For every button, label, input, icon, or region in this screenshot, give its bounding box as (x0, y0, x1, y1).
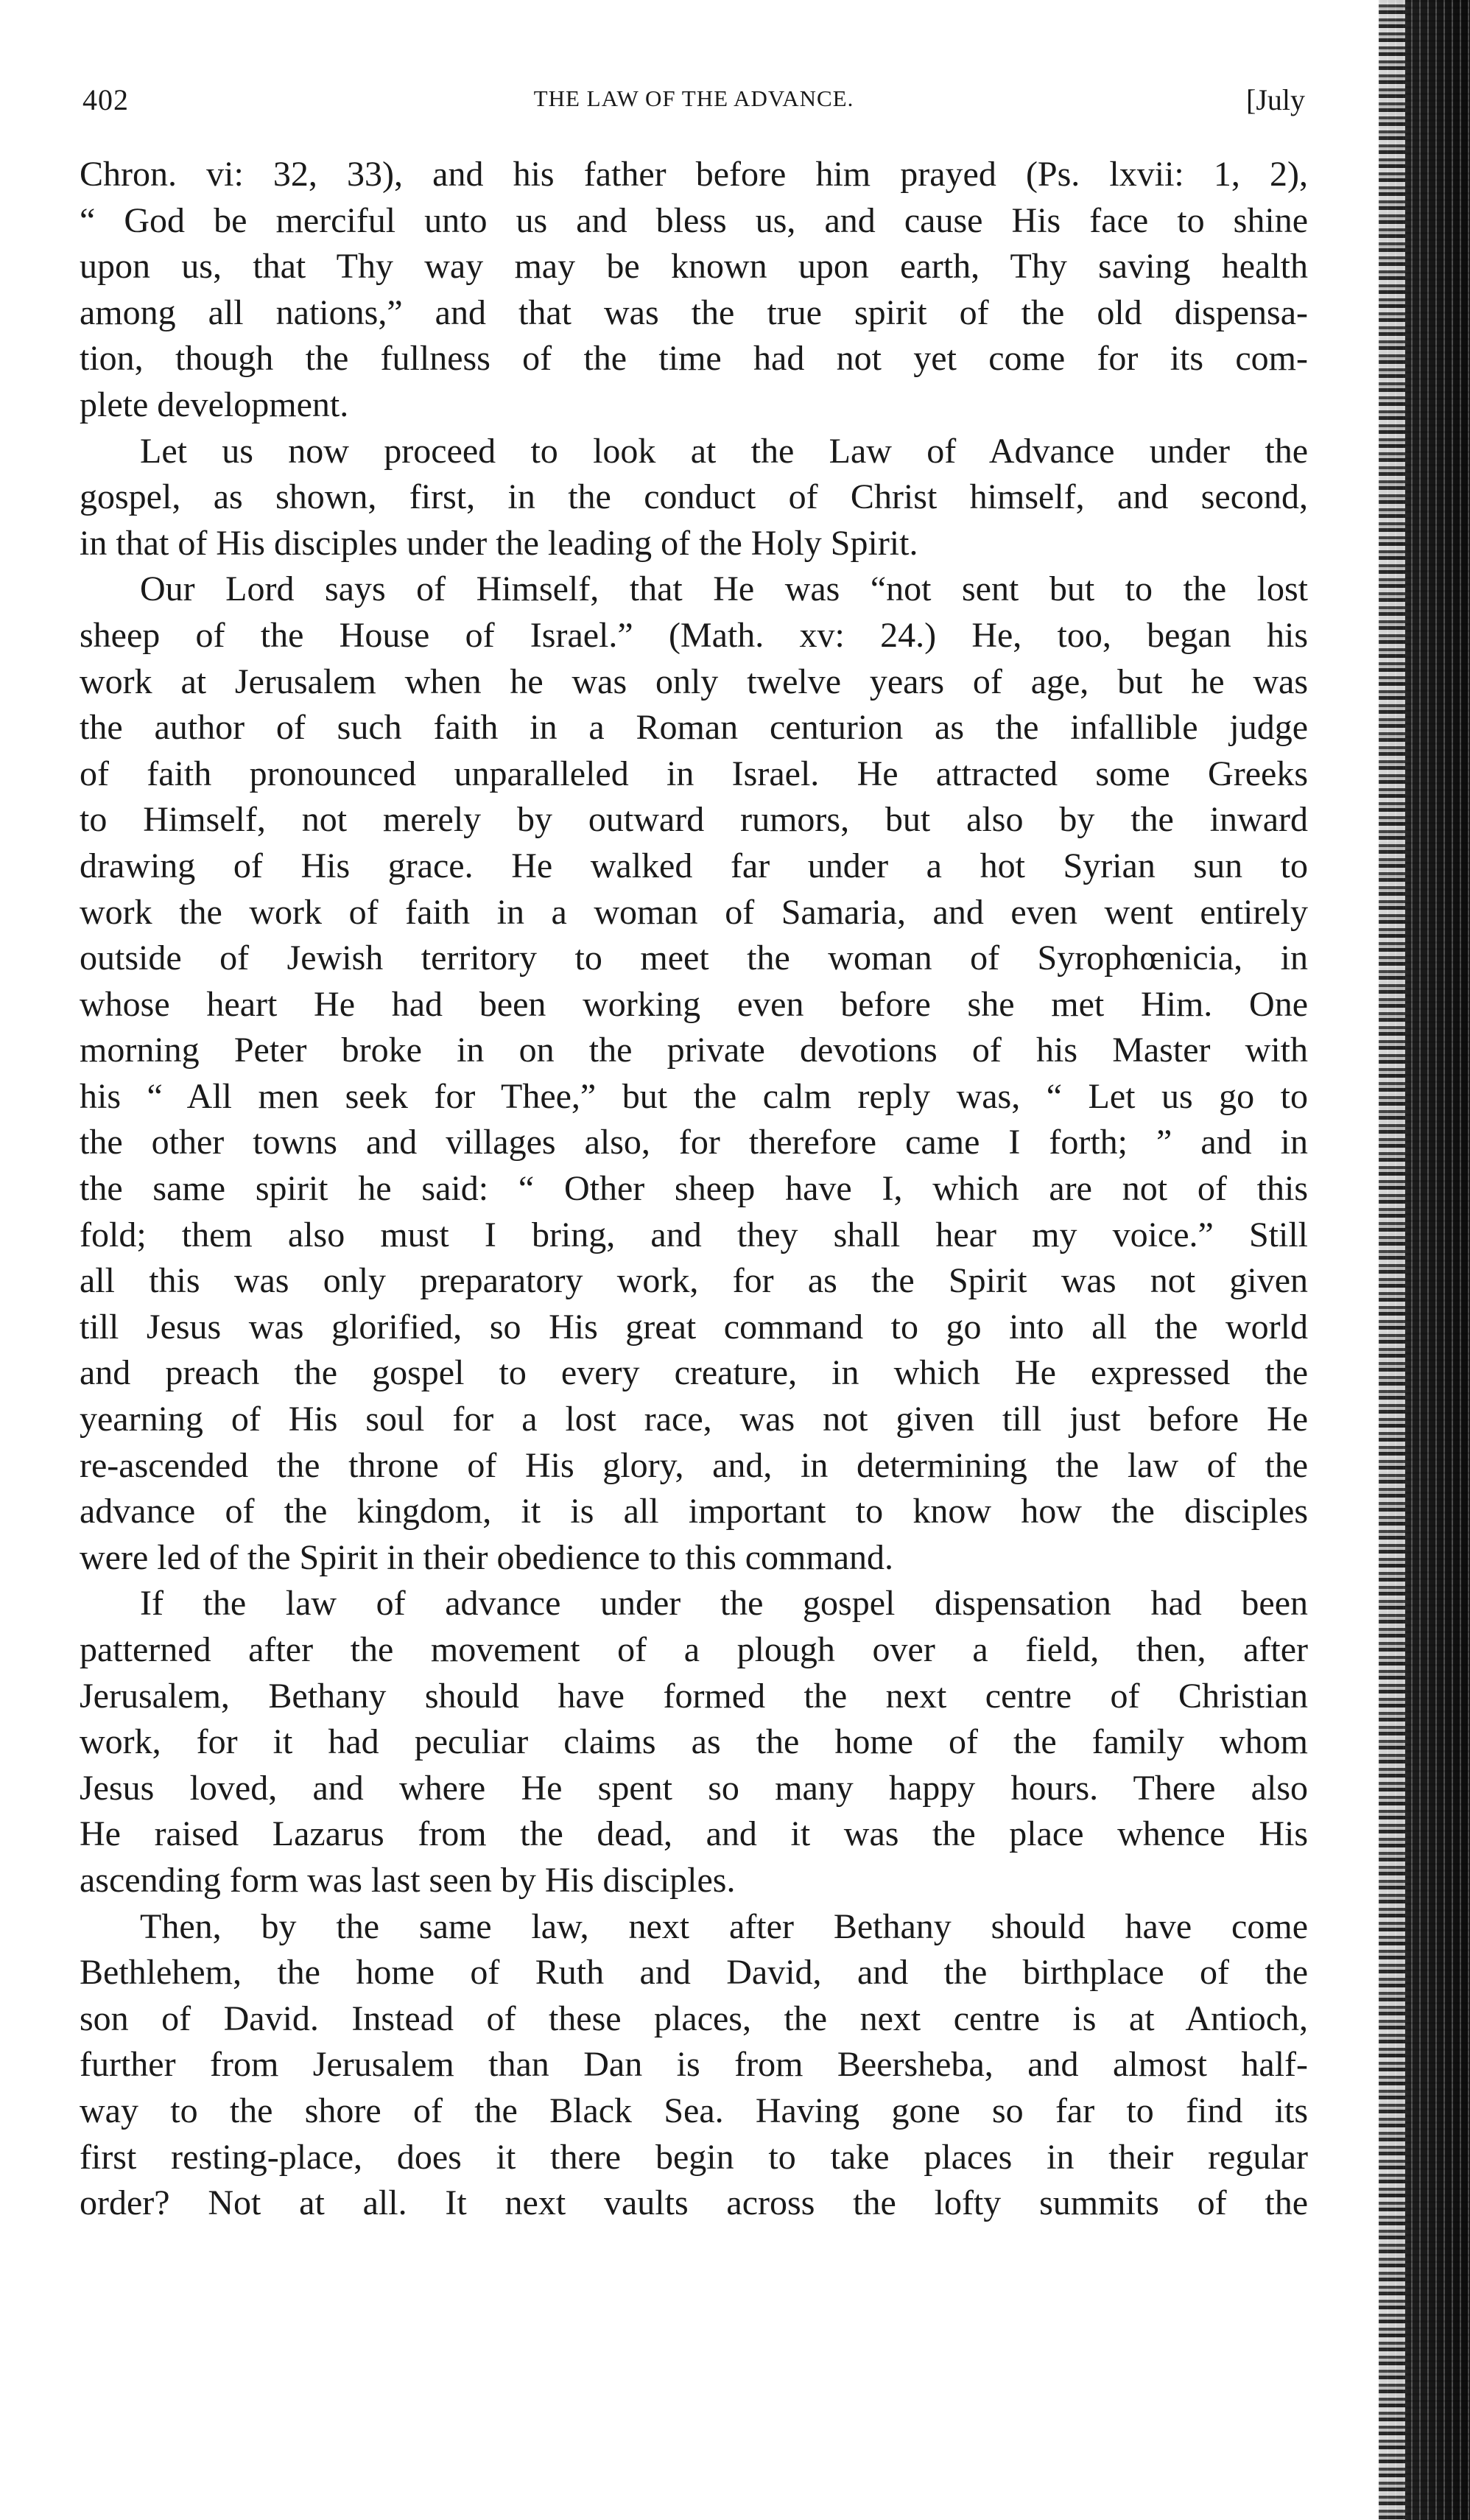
running-header (82, 83, 1305, 127)
text-line: gospel, as shown, first, in the conduct of Christ himself, and second, (80, 477, 1308, 517)
text-line: work, for it had peculiar claims as the home of the family whom (80, 1722, 1308, 1762)
text-line: advance of the kingdom, it is all important to know how the disciples (80, 1492, 1308, 1531)
page-number: 402 (82, 83, 129, 116)
text-line: upon us, that Thy way may be known upon earth, Thy saving health (80, 247, 1308, 287)
issue-month: [July (1246, 83, 1305, 116)
text-line: further from Jerusalem than Dan is from Beersheba, and almost half- (80, 2045, 1308, 2085)
running-title: THE LAW OF THE ADVANCE. (533, 85, 854, 111)
text-line: plete development. (80, 385, 349, 424)
scan-edge-strip (1379, 0, 1470, 2520)
text-line: outside of Jewish territory to meet the woman of Syrophœnicia, in (80, 938, 1308, 978)
text-line: ascending form was last seen by His disciples. (80, 1860, 736, 1900)
text-line: work the work of faith in a woman of Samaria, and even went entirely (80, 892, 1308, 932)
text-line: till Jesus was glorified, so His great command to go into all the world (80, 1307, 1308, 1347)
text-line: the same spirit he said: “ Other sheep have I, which are not of this (80, 1169, 1308, 1209)
text-line: his “ All men seek for Thee,” but the calm reply was, “ Let us go to (80, 1076, 1308, 1116)
text-line: Chron. vi: 32, 33), and his father before him prayed (Ps. lxvii: 1, 2), (80, 155, 1308, 194)
text-line: way to the shore of the Black Sea. Having gone so far to find its (80, 2091, 1308, 2130)
body-text (80, 152, 1308, 2227)
paragraph-start-line: Our Lord says of Himself, that He was “not sent but to the lost (140, 569, 1308, 609)
text-line: sheep of the House of Israel.” (Math. xv: 24.) He, too, began his (80, 615, 1308, 655)
text-line: in that of His disciples under the leading of the Holy Spirit. (80, 523, 918, 563)
text-line: fold; them also must I bring, and they shall hear my voice.” Still (80, 1215, 1308, 1254)
text-line: to Himself, not merely by outward rumors, but also by the inward (80, 800, 1308, 840)
text-line: drawing of His grace. He walked far under a hot Syrian sun to (80, 846, 1308, 885)
text-line: morning Peter broke in on the private devotions of his Master with (80, 1031, 1308, 1070)
text-line: Bethlehem, the home of Ruth and David, and the birthplace of the (80, 1953, 1308, 1993)
text-line: among all nations,” and that was the true spirit of the old dispensa- (80, 292, 1308, 332)
text-line: and preach the gospel to every creature, in which He expressed the (80, 1353, 1308, 1393)
text-line: re-ascended the throne of His glory, and, in determining the law of the (80, 1445, 1308, 1485)
text-line: son of David. Instead of these places, the next centre is at Antioch, (80, 1998, 1308, 2038)
text-line: of faith pronounced unparalleled in Israel. He attracted some Greeks (80, 754, 1308, 793)
text-line: all this was only preparatory work, for as the Spirit was not given (80, 1261, 1308, 1301)
text-line: patterned after the movement of a plough over a field, then, after (80, 1630, 1308, 1669)
paragraph-start-line: If the law of advance under the gospel dispensation had been (140, 1584, 1308, 1624)
text-line: the other towns and villages also, for therefore came I forth; ” and in (80, 1123, 1308, 1162)
paragraph-start-line: Let us now proceed to look at the Law of Advance under the (140, 431, 1308, 471)
text-line: “ God be merciful unto us and bless us, and cause His face to shine (80, 200, 1308, 240)
text-line: Jerusalem, Bethany should have formed the next centre of Christian (80, 1676, 1308, 1716)
text-line: yearning of His soul for a lost race, was not given till just before He (80, 1400, 1308, 1439)
text-line: He raised Lazarus from the dead, and it was the place whence His (80, 1814, 1308, 1854)
text-line: the author of such faith in a Roman centurion as the infallible judge (80, 708, 1308, 748)
text-line: order? Not at all. It next vaults across the lofty summits of the (80, 2183, 1308, 2223)
text-line: work at Jerusalem when he was only twelve years of age, but he was (80, 661, 1308, 701)
text-line: were led of the Spirit in their obedience to this command. (80, 1537, 894, 1577)
text-line: whose heart He had been working even before she met Him. One (80, 984, 1308, 1024)
paragraph-start-line: Then, by the same law, next after Bethany should have come (140, 1906, 1308, 1946)
text-line: first resting-place, does it there begin to take places in their regular (80, 2137, 1308, 2177)
text-line: tion, though the fullness of the time had not yet come for its com- (80, 339, 1308, 379)
text-line: Jesus loved, and where He spent so many happy hours. There also (80, 1768, 1308, 1808)
